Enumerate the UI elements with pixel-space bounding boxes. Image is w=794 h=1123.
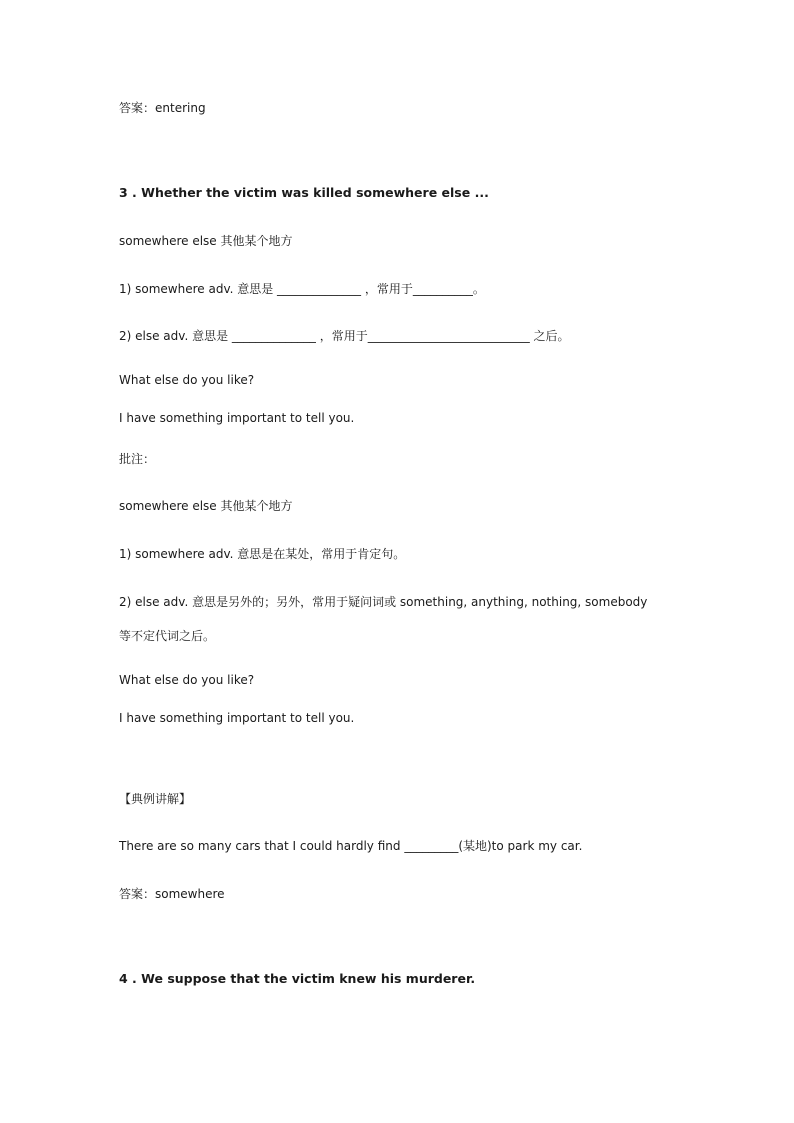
annotation-example-1: What else do you like?	[119, 673, 255, 687]
example-section-title: 【典例讲解】	[119, 792, 192, 806]
example-sentence-1: What else do you like?	[119, 373, 255, 387]
annotation-phrase: somewhere else 其他某个地方	[119, 499, 293, 513]
heading-3: 3 . Whether the victim was killed somewhere else ...	[119, 185, 489, 200]
annotation-example-2: I have something important to tell you.	[119, 711, 355, 725]
annotation-item-1: 1) somewhere adv. 意思是在某处，常用于肯定句。	[119, 547, 406, 561]
answer-line-1: 答案：entering	[119, 101, 206, 115]
example-question: There are so many cars that I could hardly find _________(某地)to park my car.	[119, 839, 583, 853]
annotation-item-2-continued: 等不定代词之后。	[119, 629, 216, 643]
annotation-item-2: 2) else adv. 意思是另外的；另外，常用于疑问词或 something, anything, nothing, somebody	[119, 595, 648, 609]
exercise-item-1: 1) somewhere adv. 意思是 ______________ ，常用于__________。	[119, 282, 485, 296]
phrase-line: somewhere else 其他某个地方	[119, 234, 293, 248]
example-sentence-2: I have something important to tell you.	[119, 411, 355, 425]
answer-line-2: 答案：somewhere	[119, 887, 225, 901]
annotation-label: 批注：	[119, 452, 156, 466]
exercise-item-2: 2) else adv. 意思是 ______________ ，常用于___________________________ 之后。	[119, 329, 570, 343]
heading-4: 4 . We suppose that the victim knew his murderer.	[119, 971, 476, 986]
